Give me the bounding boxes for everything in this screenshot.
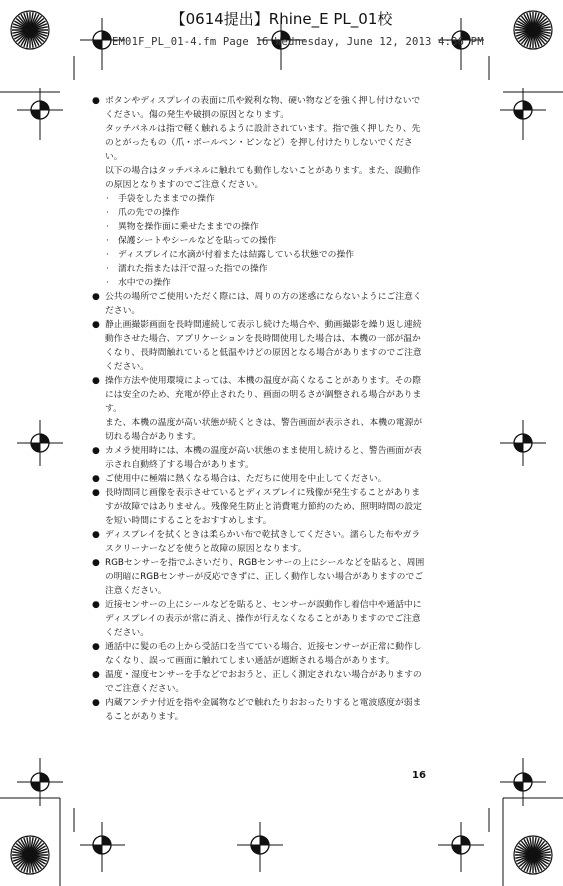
notice-list bbox=[92, 94, 428, 724]
bullet-icon: ● bbox=[92, 558, 100, 568]
notice-item bbox=[92, 668, 428, 696]
bullet-icon: ● bbox=[92, 376, 100, 386]
notice-item bbox=[92, 696, 428, 724]
bullet-icon: ● bbox=[92, 96, 100, 106]
notice-text: 温度・湿度センサーを手などでおおうと、正しく測定されない場合がありますのでご注意ください。 bbox=[105, 670, 422, 694]
notice-item bbox=[92, 374, 428, 444]
sub-list-text: ディスプレイに水滴が付着または結露している状態での操作 bbox=[118, 250, 355, 260]
notice-text: 長時間同じ画像を表示させているとディスプレイに残像が発生することがありますが故障ではありません。残像発生防止と消費電力節約のため、照明時間の設定を短い時間にすることをおすすめします。 bbox=[105, 488, 422, 526]
notice-item bbox=[92, 640, 428, 668]
notice-text: RGBセンサーを指でふさいだり、RGBセンサーの上にシールなどを貼ると、周囲の明暗にRGBセンサーが反応できずに、正しく動作しない場合がありますのでご注意ください。 bbox=[105, 558, 425, 596]
notice-text: ボタンやディスプレイの表面に爪や鋭利な物、硬い物などを強く押し付けないでください。傷の発生や破損の原因となります。 bbox=[105, 96, 421, 120]
crosshair-mark-bottom-center bbox=[237, 822, 283, 872]
notice-item bbox=[92, 486, 428, 528]
bullet-icon: ● bbox=[92, 642, 100, 652]
document-title: 【0614提出】Rhine_E PL_01校 bbox=[170, 10, 393, 28]
sub-list-text: 爪の先での操作 bbox=[118, 208, 180, 218]
crosshair-mark-lower-left-corner bbox=[17, 758, 63, 806]
bullet-icon: ● bbox=[92, 488, 100, 498]
bullet-icon: ● bbox=[92, 698, 100, 708]
sub-list-text: 保護シートやシールなどを貼っての操作 bbox=[118, 236, 277, 246]
crosshair-mark-bottom-right bbox=[438, 822, 484, 872]
starburst-mark-bottom-left bbox=[11, 836, 49, 874]
crosshair-mark-right-middle bbox=[500, 420, 546, 466]
file-info: EM01F_PL_01-4.fm Page 16 Wednesday, June 12, 2013 4:36 PM bbox=[112, 36, 484, 48]
bullet-icon: ● bbox=[92, 446, 100, 456]
starburst-mark-bottom-right bbox=[514, 836, 552, 874]
crosshair-mark-lower-right-corner bbox=[500, 758, 546, 806]
notice-item bbox=[92, 556, 428, 598]
crosshair-mark-left-middle bbox=[17, 420, 63, 466]
sub-list-item bbox=[105, 262, 428, 276]
sub-list-text: 手袋をしたままでの操作 bbox=[118, 194, 215, 204]
notice-text: 内蔵アンテナ付近を指や金属物などで触れたりおおったりすると電波感度が弱まることがあります。 bbox=[105, 698, 422, 722]
bullet-icon: ● bbox=[92, 530, 100, 540]
notice-text: ご使用中に極端に熱くなる場合は、ただちに使用を中止してください。 bbox=[105, 474, 387, 484]
notice-text: タッチパネルは指で軽く触れるように設計されています。指で強く押したり、先のとがったもの（爪・ボールペン・ピンなど）を押し付けたりしないでください。 bbox=[105, 124, 421, 162]
sub-list-item bbox=[105, 192, 428, 206]
notice-item bbox=[92, 318, 428, 374]
middle-dot-icon: · bbox=[106, 236, 109, 246]
notice-text: 静止画撮影画面を長時間連続して表示し続けた場合や、動画撮影を繰り返し連続動作させた場合、アプリケーションを長時間使用した場合は、本機の一部が温かくなり、長時間触れていると低温やけどの原因となる場合がありますのでご注意ください。 bbox=[105, 320, 422, 372]
trim-lines-bottom bbox=[0, 798, 563, 886]
sub-list-item bbox=[105, 248, 428, 262]
bullet-icon: ● bbox=[92, 600, 100, 610]
notice-text: 近接センサーの上にシールなどを貼ると、センサーが誤動作し着信中や通話中にディスプレイの表示が常に消え、操作が行えなくなることがありますのでご注意ください。 bbox=[105, 600, 422, 638]
bullet-icon: ● bbox=[92, 320, 100, 330]
sub-list-item bbox=[105, 234, 428, 248]
sub-list-item bbox=[105, 220, 428, 234]
notice-item bbox=[92, 444, 428, 472]
notice-text: 以下の場合はタッチパネルに触れても動作しないことがあります。また、誤動作の原因となりますのでご注意ください。 bbox=[105, 166, 421, 190]
middle-dot-icon: · bbox=[106, 208, 109, 218]
middle-dot-icon: · bbox=[106, 222, 109, 232]
notice-text: カメラ使用時には、本機の温度が高い状態のまま使用し続けると、警告画面が表示され自動終了する場合があります。 bbox=[105, 446, 422, 470]
bullet-icon: ● bbox=[92, 474, 100, 484]
sub-list-item bbox=[105, 206, 428, 220]
notice-text: また、本機の温度が高い状態が続くときは、警告画面が表示され、本機の電源が切れる場合があります。 bbox=[105, 418, 423, 442]
notice-item bbox=[92, 472, 428, 486]
notice-text: ディスプレイを拭くときは柔らかい布で乾拭きしてください。濡らした布やガラスクリーナーなどを使うと故障の原因となります。 bbox=[105, 530, 421, 554]
notice-item bbox=[92, 290, 428, 318]
crosshair-mark-bottom-left bbox=[80, 822, 125, 872]
notice-item bbox=[92, 528, 428, 556]
crosshair-mark-upper-right-corner bbox=[500, 88, 546, 140]
notice-text: 公共の場所でご使用いただく際には、周りの方の迷惑にならないようにご注意ください。 bbox=[105, 292, 422, 316]
notice-text: 操作方法や使用環境によっては、本機の温度が高くなることがあります。その際には安全のため、充電が停止されたり、画面の明るさが調整される場合があります。 bbox=[105, 376, 422, 414]
sub-list-item bbox=[105, 276, 428, 290]
bullet-icon: ● bbox=[92, 670, 100, 680]
middle-dot-icon: · bbox=[106, 250, 109, 260]
page-number: 16 bbox=[412, 770, 426, 781]
middle-dot-icon: · bbox=[106, 194, 109, 204]
middle-dot-icon: · bbox=[106, 264, 109, 274]
crosshair-mark-upper-left-corner bbox=[17, 88, 63, 140]
notice-text: 通話中に髪の毛の上から受話口を当てている場合、近接センサーが正常に動作しなくなり、誤って画面に触れてしまい通話が遮断される場合があります。 bbox=[105, 642, 422, 666]
notice-item bbox=[92, 94, 428, 290]
notice-item bbox=[92, 598, 428, 640]
sub-list-text: 水中での操作 bbox=[118, 278, 171, 288]
middle-dot-icon: · bbox=[106, 278, 109, 288]
sub-list-text: 濡れた指または汗で湿った指での操作 bbox=[118, 264, 268, 274]
sub-list-text: 異物を操作面に乗せたままでの操作 bbox=[118, 222, 259, 232]
bullet-icon: ● bbox=[92, 292, 100, 302]
